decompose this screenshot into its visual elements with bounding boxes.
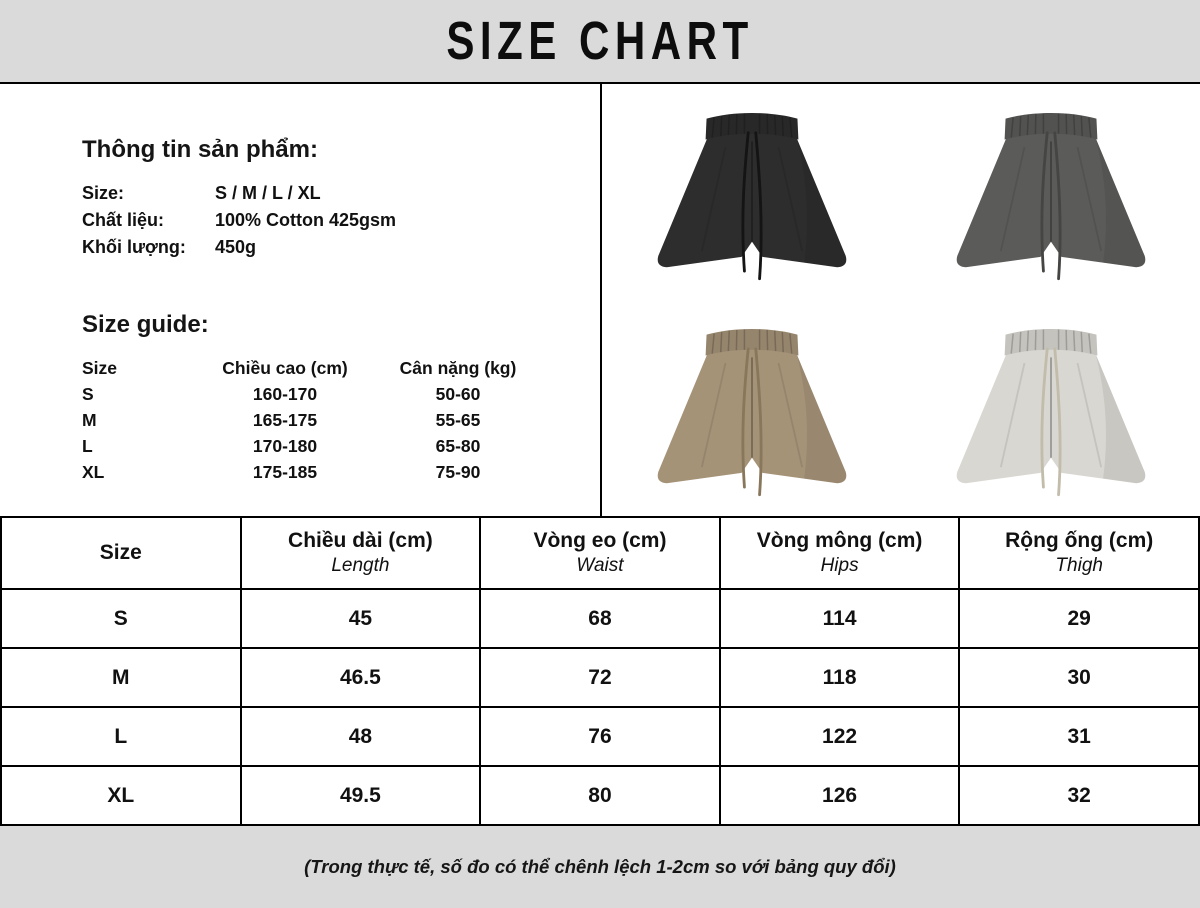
product-info-row-size: [82, 180, 600, 207]
guide-col-height: Chiều cao (cm): [222, 358, 348, 378]
header-length-en: Length: [331, 555, 390, 576]
row-l-waist: 76: [480, 707, 720, 766]
row-xl-length: 49.5: [241, 766, 481, 825]
product-images-panel: [600, 84, 1200, 516]
header-cell-waist: [480, 517, 720, 589]
middle-section: [0, 84, 1200, 516]
row-m-thigh: 30: [959, 648, 1199, 707]
row-m-size: M: [1, 648, 241, 707]
row-xl-waist: 80: [480, 766, 720, 825]
guide-row-l-weight: 65-80: [435, 436, 481, 456]
header-cell-size: [1, 517, 241, 589]
material-label: Chất liệu:: [82, 210, 165, 230]
header-thigh-en: Thigh: [1055, 555, 1103, 576]
guide-row-xl-height: 175-185: [252, 462, 318, 482]
guide-row-s-weight: 50-60: [435, 384, 481, 404]
header-hips-vi: Vòng mông (cm): [756, 529, 923, 552]
table-header-row: [1, 517, 1199, 589]
measurement-table-header: [1, 517, 1199, 589]
row-s-hips: 114: [720, 589, 960, 648]
guide-row-m-weight: 55-65: [435, 410, 481, 430]
table-row-l: [1, 707, 1199, 766]
table-row-s: [1, 589, 1199, 648]
product-info-row-weight: [82, 234, 600, 261]
measurement-table-body: [1, 589, 1199, 825]
shorts-image-black: [602, 84, 901, 300]
header-waist-vi: Vòng eo (cm): [533, 529, 667, 552]
row-m-waist: 72: [480, 648, 720, 707]
size-label: Size:: [82, 183, 125, 203]
row-s-thigh: 29: [959, 589, 1199, 648]
table-row-xl: [1, 766, 1199, 825]
guide-row-m-height: 165-175: [252, 410, 318, 430]
row-l-length: 48: [241, 707, 481, 766]
guide-row-xl-weight: 75-90: [435, 462, 481, 482]
shorts-icon: [610, 90, 894, 295]
guide-row-s-height: 160-170: [252, 384, 318, 404]
header-size-label: Size: [99, 541, 142, 564]
product-info-row-material: [82, 207, 600, 234]
weight-value: 450g: [215, 237, 257, 257]
shorts-icon: [909, 306, 1193, 511]
shorts-image-dark-gray: [901, 84, 1200, 300]
row-xl-hips: 126: [720, 766, 960, 825]
size-guide-table: [82, 355, 600, 485]
page-title: SIZE CHART: [446, 11, 754, 71]
size-guide-heading: Size guide:: [82, 311, 209, 338]
header-cell-thigh: [959, 517, 1199, 589]
tolerance-note: (Trong thực tế, số đo có thể chênh lệch 1-2cm so với bảng quy đổi): [304, 856, 896, 877]
guide-row-l-height: 170-180: [252, 436, 318, 456]
shorts-image-khaki: [602, 300, 901, 516]
row-m-length: 46.5: [241, 648, 481, 707]
guide-row-l-size: L: [82, 436, 93, 456]
shorts-icon: [909, 90, 1193, 295]
measurement-table: [0, 516, 1200, 826]
product-info-rows: [82, 180, 600, 261]
row-l-hips: 122: [720, 707, 960, 766]
row-xl-thigh: 32: [959, 766, 1199, 825]
size-value: S / M / L / XL: [215, 183, 321, 203]
row-s-length: 45: [241, 589, 481, 648]
header-length-vi: Chiều dài (cm): [288, 529, 433, 552]
guide-row-m-size: M: [82, 410, 97, 430]
row-l-size: L: [1, 707, 241, 766]
product-info-panel: [0, 84, 600, 516]
header-cell-length: [241, 517, 481, 589]
guide-row-s-size: S: [82, 384, 94, 404]
row-xl-size: XL: [1, 766, 241, 825]
header-waist-en: Waist: [576, 555, 624, 576]
shorts-image-heather-gray: [901, 300, 1200, 516]
header-thigh-vi: Rộng ống (cm): [1005, 529, 1154, 552]
title-band: [0, 0, 1200, 84]
guide-col-weight: Cân nặng (kg): [399, 358, 517, 378]
row-s-size: S: [1, 589, 241, 648]
header-hips-en: Hips: [820, 555, 859, 576]
row-l-thigh: 31: [959, 707, 1199, 766]
product-info-heading: Thông tin sản phẩm:: [82, 136, 318, 163]
row-m-hips: 118: [720, 648, 960, 707]
material-value: 100% Cotton 425gsm: [215, 210, 397, 230]
guide-row-xl-size: XL: [82, 462, 105, 482]
guide-col-size: Size: [82, 358, 118, 378]
table-row-m: [1, 648, 1199, 707]
note-band: [0, 826, 1200, 908]
weight-label: Khối lượng:: [82, 237, 186, 257]
header-cell-hips: [720, 517, 960, 589]
row-s-waist: 68: [480, 589, 720, 648]
shorts-icon: [610, 306, 894, 511]
